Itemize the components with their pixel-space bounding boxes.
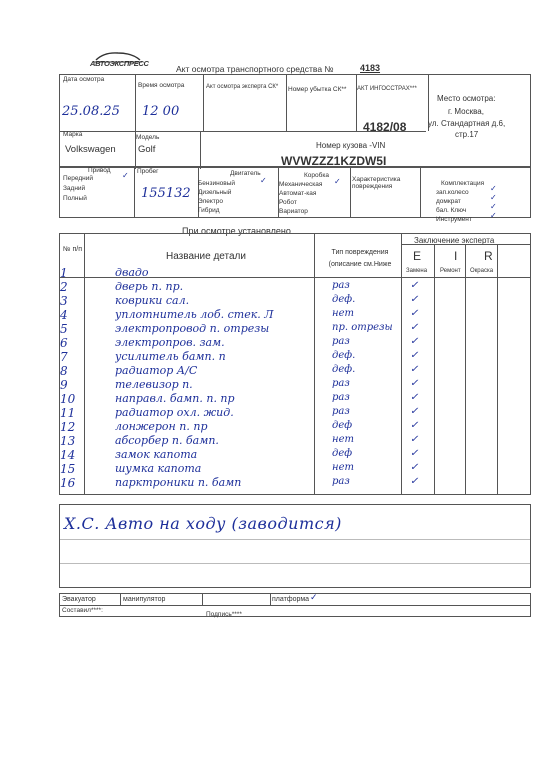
col-e-header: E [413,249,422,263]
row-replace-mark: ✓ [410,476,419,487]
row-number: 12 [60,420,76,434]
row-damage: раз [332,280,350,291]
row-damage: деф. [332,350,356,361]
engine-option-hybrid: Гибрид [198,207,220,214]
row-part: радиатор А/С [115,364,198,377]
notes-text: Х.С. Авто на ходу (заводится) [64,514,342,533]
kit-option-tools: Инструмент [436,216,472,223]
engine-label: Двигатель [230,170,261,177]
row-number: 1 [60,266,68,280]
engine-option-diesel: Дизельный [198,189,232,196]
table-row [60,280,532,295]
place-value-line1: г. Москва, [448,107,484,116]
table-row [60,448,532,463]
claim-number-label: Номер убытка СК** [288,86,347,93]
row-replace-mark: ✓ [410,378,419,389]
row-replace-mark: ✓ [410,322,419,333]
table-row [60,406,532,421]
kit-option-wrench: бал. Ключ [436,207,467,214]
row-part: уплотнитель лоб. стек. Л [115,308,274,321]
row-part: дверь п. пр. [115,280,184,293]
page-title: Акт осмотра транспортного средства № [176,64,334,74]
row-replace-mark: ✓ [410,392,419,403]
table-row [60,476,532,491]
row-damage: пр. отрезы [332,322,393,333]
row-number: 2 [60,280,68,294]
row-damage: раз [332,336,350,347]
company-logo [88,50,148,68]
drive-front-check: ✓ [122,171,129,180]
row-replace-mark: ✓ [410,280,419,291]
model-value: Golf [138,144,156,155]
gearbox-option-robot: Робот [279,199,297,206]
kit-option-spare-wheel: зап.колесо [436,189,469,196]
drive-option-rear: Задний [63,185,86,192]
row-replace-mark: ✓ [410,294,419,305]
table-row [60,364,532,379]
col-i-sub: Ремонт [440,268,461,274]
row-part: шумка капота [115,462,202,475]
row-number: 8 [60,364,68,378]
row-replace-mark: ✓ [410,350,419,361]
col-i-header: I [454,249,458,263]
drive-label: Привод [88,167,111,174]
row-number: 4 [60,308,68,322]
row-number: 5 [60,322,68,336]
row-damage: деф [332,448,353,459]
model-label: Модель [136,134,160,141]
row-damage: раз [332,378,350,389]
table-row [60,322,532,337]
platform-check: ✓ [310,593,318,603]
col-num-header: № п/п [63,246,82,253]
row-number: 15 [60,462,76,476]
row-number: 13 [60,434,76,448]
inspection-date-label: Дата осмотра [63,76,105,83]
row-part: электропровод п. отрезы [115,322,270,335]
gearbox-option-automatic: Автомат-кая [279,190,317,197]
gearbox-manual-check: ✓ [334,177,341,186]
gearbox-label: Коробка [304,172,329,179]
section-title: При осмотре установлено [182,226,291,236]
col-r-sub: Окраска [470,268,494,274]
row-part: лонжерон п. пр [115,420,208,433]
row-replace-mark: ✓ [410,434,419,445]
row-damage: раз [332,476,350,487]
col-r-header: R [484,249,493,263]
inspection-time-value: 12 00 [142,104,180,119]
row-damage: деф. [332,364,356,375]
kit-option-jack: домкрат [436,198,461,205]
table-row [60,350,532,365]
ingosstrakh-act-label: АКТ ИНГОССТРАХ*** [357,86,417,92]
mileage-label: Пробег [137,168,159,175]
vin-label: Номер кузова -VIN [316,141,386,150]
col-e-sub: Замена [406,268,428,274]
row-part: двадо [115,266,149,279]
mileage-value: 155132 [141,186,191,201]
row-damage: нет [332,308,354,319]
engine-option-electric: Электро [198,198,223,205]
table-row [60,434,532,449]
row-replace-mark: ✓ [410,364,419,375]
inspection-time-label: Время осмотра [138,82,185,89]
logo-text: АВТОЭКСПРЕСС [90,59,149,68]
drive-option-front: Передний [63,175,94,182]
kit-wrench-check: ✓ [490,202,497,211]
ingosstrakh-act-value: 4182/08 [363,120,407,134]
row-replace-mark: ✓ [410,462,419,473]
signature-label: Подпись**** [206,611,242,618]
row-damage: раз [332,392,350,403]
table-row [60,336,532,351]
table-row [60,308,532,323]
row-number: 6 [60,336,68,350]
row-replace-mark: ✓ [410,406,419,417]
manipulator-label: манипулятор [123,596,166,603]
row-number: 3 [60,294,68,308]
gearbox-option-cvt: Вариатор [279,208,308,215]
kit-label: Комплектация [441,180,485,187]
row-damage: нет [332,434,354,445]
row-part: абсорбер п. бамп. [115,434,219,447]
row-number: 9 [60,378,68,392]
table-row [60,378,532,393]
platform-label: платформа [272,596,310,603]
row-part: направл. бамп. п. пр [115,392,235,405]
evacuator-label: Эвакуатор [62,596,96,603]
expert-act-label: Акт осмотра эксперта СК* [206,84,279,90]
drive-option-full: Полный [63,195,87,202]
col-part-header: Название детали [166,251,246,262]
make-value: Volkswagen [65,144,116,155]
inspection-date-value: 25.08.25 [62,104,120,119]
table-row [60,392,532,407]
row-part: радиатор охл. жид. [115,406,234,419]
kit-tools-check: ✓ [490,211,497,220]
damage-char-label: Характеристика повреждения [352,176,401,190]
make-label: Марка [63,131,83,138]
compiled-label: Составил****: [62,607,103,614]
row-replace-mark: ✓ [410,448,419,459]
vin-value: WVWZZZ1KZDW5I [281,154,387,168]
row-part: электропров. зам. [115,336,225,349]
row-number: 16 [60,476,76,490]
table-row [60,294,532,309]
engine-option-petrol: Бензиновый [198,180,236,187]
table-row [60,420,532,435]
engine-petrol-check: ✓ [260,176,267,185]
row-number: 14 [60,448,76,462]
row-part: парктроники п. бамп [115,476,242,489]
row-replace-mark: ✓ [410,420,419,431]
kit-spare-wheel-check: ✓ [490,184,497,193]
table-row [60,266,532,281]
place-value-line2: ул. Стандартная д.6, [428,119,506,128]
expert-conclusion-title: Заключение эксперта [414,236,495,245]
place-value-line3: стр.17 [455,130,479,139]
place-label: Место осмотра: [437,94,496,103]
row-replace-mark: ✓ [410,336,419,347]
gearbox-option-manual: Механическая [279,181,323,188]
row-number: 11 [60,406,76,420]
row-part: коврики сал. [115,294,190,307]
row-damage: деф [332,420,353,431]
act-number: 4183 [360,63,381,73]
row-damage: раз [332,406,350,417]
row-damage: деф. [332,294,356,305]
row-number: 10 [60,392,76,406]
kit-jack-check: ✓ [490,193,497,202]
row-damage: нет [332,462,354,473]
row-part: замок капота [115,448,198,461]
row-replace-mark: ✓ [410,308,419,319]
row-part: усилитель бамп. п [115,350,226,363]
row-number: 7 [60,350,68,364]
row-part: телевизор п. [115,378,193,391]
col-damage-header: Тип повреждения (описание см.Ниже [328,249,392,268]
table-row [60,462,532,477]
